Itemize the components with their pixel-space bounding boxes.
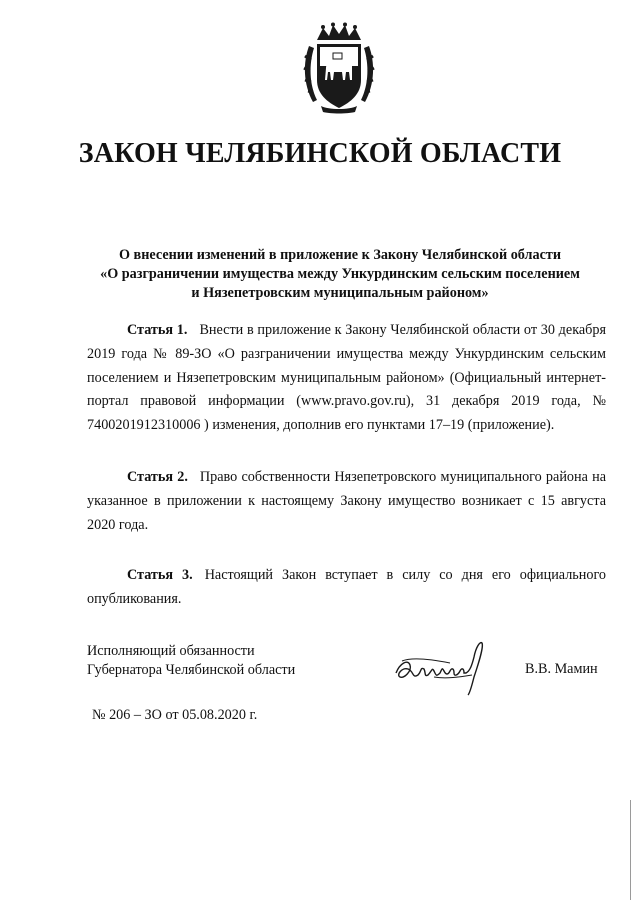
signer-name: В.В. Мамин: [525, 661, 598, 677]
signer-title-line: Исполняющий обязанности: [87, 643, 255, 659]
article-2: [87, 466, 606, 537]
heading-line: «О разграничении имущества между Ункурдинским сельским поселением: [100, 266, 580, 282]
signer-title-line: Губернатора Челябинской области: [87, 662, 296, 678]
article-label: Статья 1.: [127, 322, 188, 338]
document-heading: [60, 246, 620, 303]
document-number: № 206 – ЗО от 05.08.2020 г.: [92, 707, 258, 723]
article-text: Настоящий Закон вступает в силу со дня его официального опубликования.: [87, 567, 607, 607]
article-3: [87, 564, 606, 612]
article-text: Внести в приложение к Закону Челябинской области от 30 декабря 2019 года № 89-ЗО «О разграничении имущества между Ункурдинским сельским поселением и Нязепетровским муниципальным районом» (Официальный интернет-портал правовой информации (www.pravo.gov.ru), 31 декабря 2019 года, № 7400201912310006 ) изменения, дополнив его пунктами 17–19 (приложение).: [87, 322, 607, 434]
article-label: Статья 3.: [127, 567, 193, 583]
article-text: Право собственности Нязепетровского муниципального района на указанное в приложении к настоящему Закону имущество возникает с 15 августа 2020 года.: [87, 469, 606, 533]
scan-edge-divider: [630, 800, 631, 900]
signer-title: [87, 642, 295, 680]
heading-line: О внесении изменений в приложение к Закону Челябинской области: [118, 247, 562, 263]
law-title: ЗАКОН ЧЕЛЯБИНСКОЙ ОБЛАСТИ: [78, 138, 562, 169]
article-1: [87, 319, 606, 438]
coat-of-arms-icon: [299, 22, 379, 114]
article-label: Статья 2.: [127, 469, 188, 485]
heading-line: и Нязепетровским муниципальным районом»: [191, 285, 489, 301]
signature-image: [390, 635, 500, 697]
